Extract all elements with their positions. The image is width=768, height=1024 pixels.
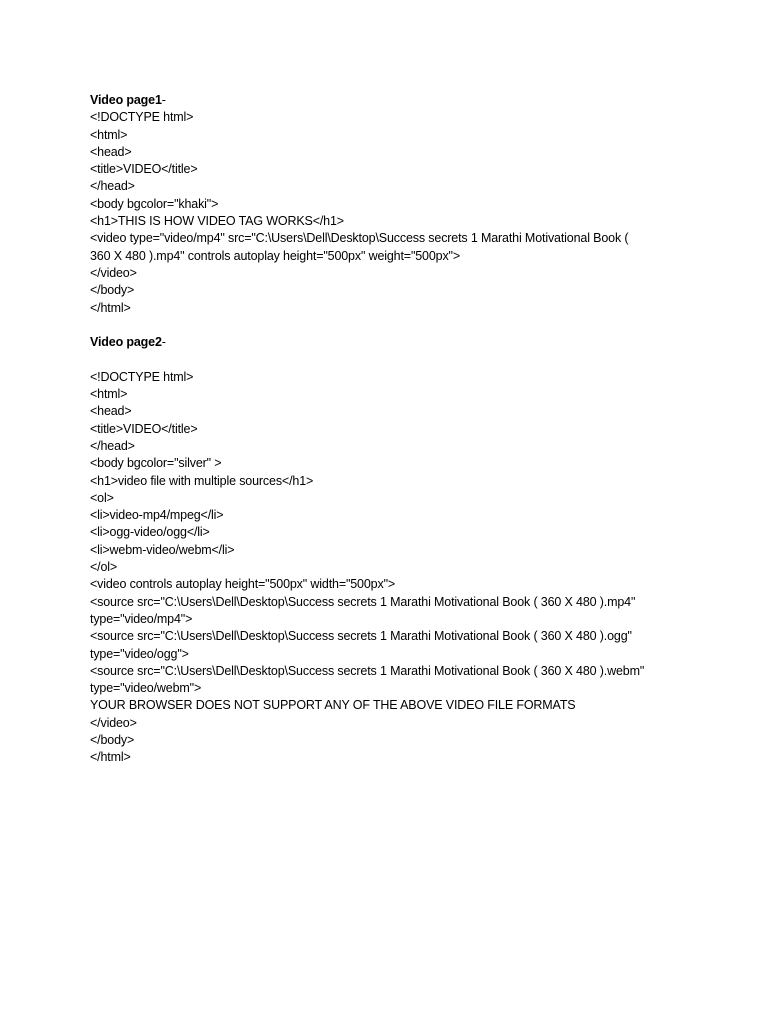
code-line: <!DOCTYPE html> xyxy=(90,369,194,384)
code-line: </body> xyxy=(90,283,135,298)
code-line: YOUR BROWSER DOES NOT SUPPORT ANY OF THE ABOVE VIDEO FILE FORMATS xyxy=(90,698,576,713)
section-1-heading xyxy=(90,92,690,109)
code-line: </head> xyxy=(90,438,135,453)
section-2-code xyxy=(90,369,690,767)
code-line: <head> xyxy=(90,404,132,419)
code-line: <li>video-mp4/mpeg</li> xyxy=(90,508,224,523)
section-1-code xyxy=(90,109,690,317)
code-line: </head> xyxy=(90,179,135,194)
code-line: </body> xyxy=(90,732,135,747)
code-line: <head> xyxy=(90,144,132,159)
code-line: </html> xyxy=(90,300,131,315)
code-line: <title>VIDEO</title> xyxy=(90,162,198,177)
blank-line xyxy=(90,351,690,368)
code-line: <li>webm-video/webm</li> xyxy=(90,542,235,557)
blank-line xyxy=(90,317,690,334)
code-line: <video controls autoplay height="500px" width="500px"> xyxy=(90,577,396,592)
code-line: <li>ogg-video/ogg</li> xyxy=(90,525,210,540)
code-line: <title>VIDEO</title> xyxy=(90,421,198,436)
code-line: <video type="video/mp4" src="C:\Users\Dell\Desktop\Success secrets 1 Marathi Motivational Book ( xyxy=(90,231,629,246)
code-line: <h1>video file with multiple sources</h1> xyxy=(90,473,314,488)
section-2-heading-suffix: - xyxy=(161,335,166,350)
code-line: </video> xyxy=(90,715,137,730)
code-line: type="video/mp4"> xyxy=(90,611,193,626)
code-line: <source src="C:\Users\Dell\Desktop\Success secrets 1 Marathi Motivational Book ( 360 X 480 ).mp4" xyxy=(90,594,636,609)
code-line: </video> xyxy=(90,265,137,280)
code-line: </html> xyxy=(90,750,131,765)
code-line: </ol> xyxy=(90,560,118,575)
section-1-heading-suffix: - xyxy=(161,93,166,107)
code-line: <source src="C:\Users\Dell\Desktop\Success secrets 1 Marathi Motivational Book ( 360 X 480 ).webm" xyxy=(90,663,645,678)
code-line: <source src="C:\Users\Dell\Desktop\Success secrets 1 Marathi Motivational Book ( 360 X 480 ).ogg" xyxy=(90,629,632,644)
code-line: <body bgcolor="silver" > xyxy=(90,456,222,471)
code-line: 360 X 480 ).mp4" controls autoplay height="500px" weight="500px"> xyxy=(90,248,460,263)
code-line: <html> xyxy=(90,127,128,142)
document-body xyxy=(90,92,690,767)
code-line: <body bgcolor="khaki"> xyxy=(90,196,219,211)
code-line: <html> xyxy=(90,387,128,402)
code-line: <ol> xyxy=(90,490,114,505)
code-line: type="video/ogg"> xyxy=(90,646,189,661)
section-2-heading xyxy=(90,334,690,351)
section-2-heading-text: Video page2 xyxy=(90,335,162,350)
code-line: type="video/webm"> xyxy=(90,681,202,696)
section-1-heading-text: Video page1 xyxy=(90,93,162,107)
code-line: <!DOCTYPE html> xyxy=(90,110,194,125)
code-line: <h1>THIS IS HOW VIDEO TAG WORKS</h1> xyxy=(90,214,344,229)
